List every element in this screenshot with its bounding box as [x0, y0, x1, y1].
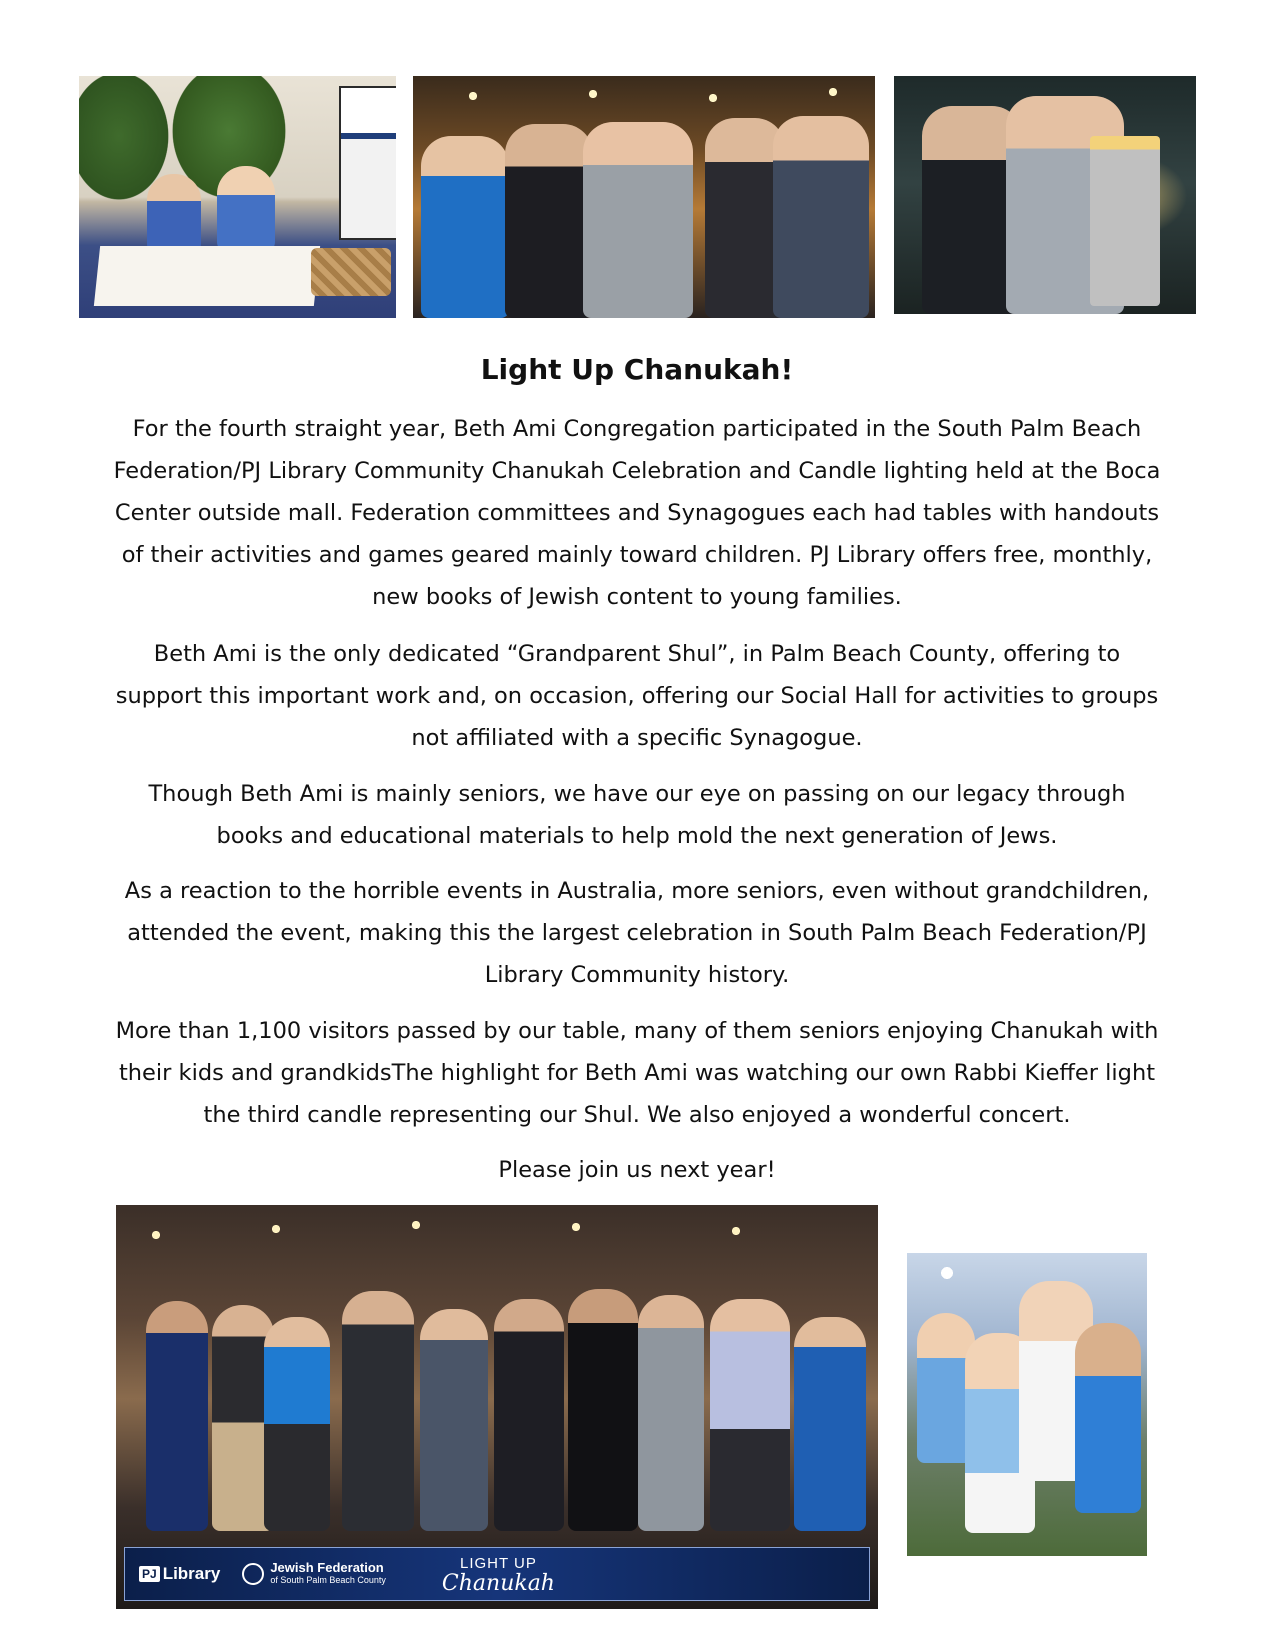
event-title-line1: LIGHT UP — [459, 1555, 537, 1572]
person-figure — [420, 1309, 488, 1531]
event-title-line2: Chanukah — [441, 1571, 555, 1596]
article-paragraph — [82, 870, 1192, 996]
person-figure — [568, 1289, 638, 1531]
pj-logo-mark: PJ — [139, 1566, 160, 1582]
text-line: the third candle representing our Shul. We also enjoyed a wonderful concert. — [203, 1102, 1071, 1128]
text-line: Please join us next year! — [498, 1157, 776, 1183]
event-poster — [339, 86, 396, 240]
coloring-paper — [94, 246, 320, 306]
jewish-federation-logo — [242, 1562, 386, 1586]
text-line: Though Beth Ami is mainly seniors, we have our eye on passing on our legacy through — [148, 781, 1126, 807]
person-figure — [421, 136, 509, 318]
child-figure — [217, 166, 275, 252]
person-figure — [583, 122, 693, 318]
text-line: of their activities and games geared mainly toward children. PJ Library offers free, monthly, — [121, 542, 1153, 568]
event-banner — [124, 1547, 870, 1601]
person-figure — [146, 1301, 208, 1531]
text-line: For the fourth straight year, Beth Ami Congregation participated in the South Palm Beach — [132, 416, 1142, 442]
federation-subtitle: of South Palm Beach County — [270, 1575, 386, 1585]
text-line: Federation/PJ Library Community Chanukah Celebration and Candle lighting held at the Boca — [113, 458, 1161, 484]
federation-text — [270, 1562, 386, 1586]
photo-group-with-banner — [116, 1205, 878, 1609]
article-paragraph — [82, 1010, 1192, 1136]
person-figure — [773, 116, 869, 318]
photo-group-with-dreidel-shirt — [413, 76, 875, 318]
menorah-icon — [1090, 136, 1160, 306]
text-line: books and educational materials to help mold the next generation of Jews. — [216, 823, 1058, 849]
text-line: Beth Ami is the only dedicated “Grandparent Shul”, in Palm Beach County, offering to — [153, 641, 1121, 667]
article-paragraph — [82, 633, 1192, 759]
event-title — [442, 1554, 555, 1594]
child-figure — [147, 174, 201, 254]
person-figure — [638, 1295, 704, 1531]
text-line: support this important work and, on occasion, offering our Social Hall for activities to groups — [115, 683, 1159, 709]
text-line: attended the event, making this the largest celebration in South Palm Beach Federation/PJ — [127, 920, 1147, 946]
photo-kids-at-table — [79, 76, 396, 318]
person-figure — [494, 1299, 564, 1531]
person-figure — [1075, 1323, 1141, 1513]
text-line: As a reaction to the horrible events in Australia, more seniors, even without grandchildren, — [124, 878, 1150, 904]
person-figure — [794, 1317, 866, 1531]
person-figure — [342, 1291, 414, 1531]
article-headline: Light Up Chanukah! — [480, 353, 794, 386]
article-paragraph — [82, 408, 1192, 618]
text-line: not affiliated with a specific Synagogue. — [411, 725, 863, 751]
text-line: new books of Jewish content to young families. — [372, 584, 902, 610]
article-paragraph — [82, 773, 1192, 857]
federation-name: Jewish Federation — [270, 1560, 384, 1575]
basket — [311, 248, 391, 296]
pj-logo-word: Library — [162, 1564, 221, 1583]
closing-line — [82, 1149, 1192, 1191]
person-figure — [264, 1317, 330, 1531]
text-line: More than 1,100 visitors passed by our table, many of them seniors enjoying Chanukah with — [115, 1018, 1159, 1044]
text-line: Center outside mall. Federation committees and Synagogues each had tables with handouts — [114, 500, 1160, 526]
federation-emblem-icon — [242, 1563, 264, 1585]
photo-menorah-lighting — [894, 76, 1196, 314]
person-figure — [505, 124, 593, 318]
photo-family-with-children — [907, 1253, 1147, 1556]
pj-library-logo — [139, 1564, 220, 1584]
person-figure — [710, 1299, 790, 1531]
text-line: Library Community history. — [484, 962, 790, 988]
text-line: their kids and grandkidsThe highlight for Beth Ami was watching our own Rabbi Kieffer light — [118, 1060, 1156, 1086]
